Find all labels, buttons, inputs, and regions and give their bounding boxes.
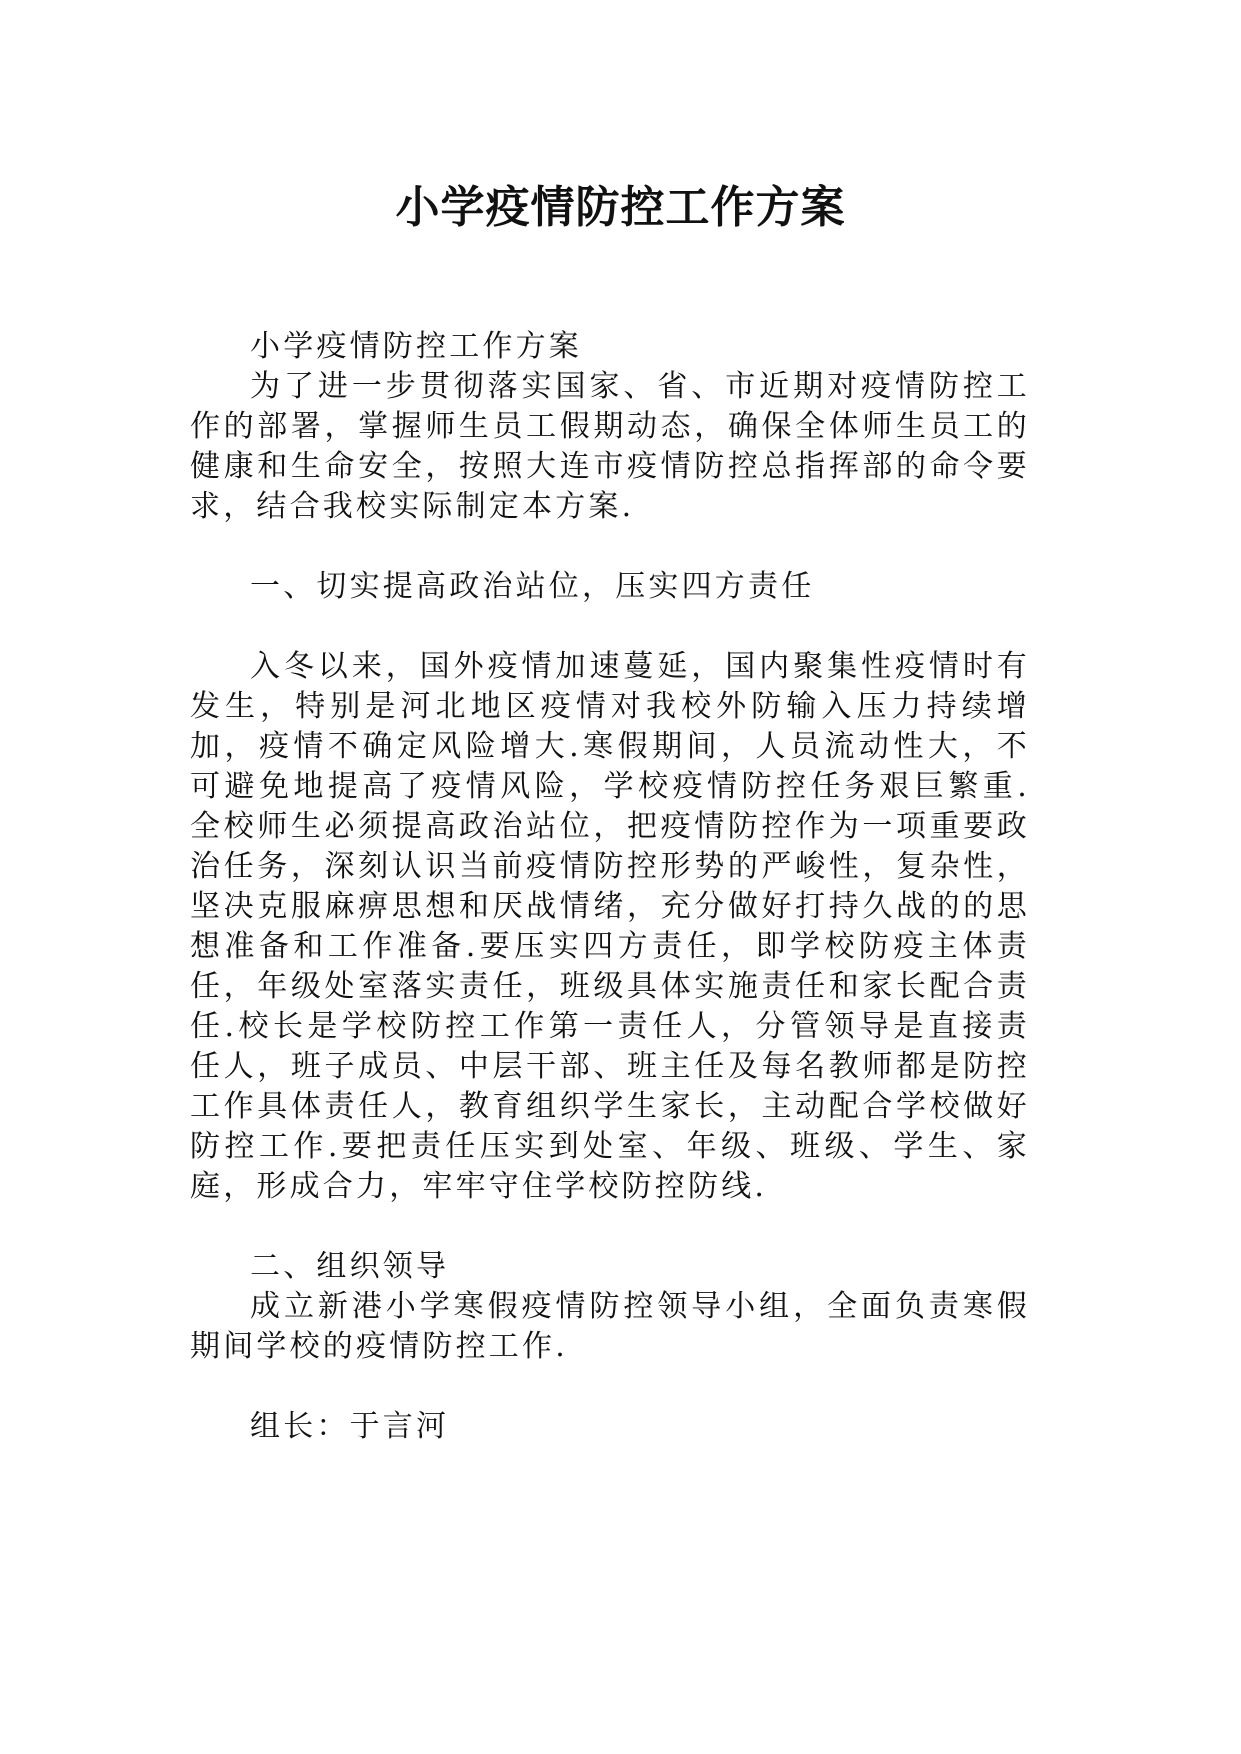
paragraph-spacer [190, 607, 1030, 647]
section-heading-2: 二、组织领导 [250, 1249, 450, 1284]
document-body [190, 327, 1030, 1447]
document-title: 小学疫情防控工作方案 [395, 182, 846, 233]
intro-paragraph: 为了进一步贯彻落实国家、省、市近期对疫情防控工作的部署，掌握师生员工假期动态，确保全体师生员工的健康和生命安全，按照大连市疫情防控总指挥部的命令要求，结合我校实际制定本方案. [190, 369, 1030, 524]
paragraph-spacer [190, 527, 1030, 567]
leader-line: 组长：于言河 [250, 1409, 450, 1444]
paragraph-spacer [190, 1367, 1030, 1407]
subtitle-paragraph: 小学疫情防控工作方案 [250, 329, 582, 364]
section-1-paragraph: 入冬以来，国外疫情加速蔓延，国内聚集性疫情时有发生，特别是河北地区疫情对我校外防输入压力持续增加，疫情不确定风险增大.寒假期间，人员流动性大，不可避免地提高了疫情风险，学校疫情防控任务艰巨繁重.全校师生必须提高政治站位，把疫情防控作为一项重要政治任务，深刻认识当前疫情防控形势的严峻性，复杂性，坚决克服麻痹思想和厌战情绪，充分做好打持久战的的思想准备和工作准备.要压实四方责任，即学校防疫主体责任，年级处室落实责任，班级具体实施责任和家长配合责任.校长是学校防控工作第一责任人，分管领导是直接责任人，班子成员、中层干部、班主任及每名教师都是防控工作具体责任人，教育组织学生家长，主动配合学校做好防控工作.要把责任压实到处室、年级、班级、学生、家庭，形成合力，牢牢守住学校防控防线. [190, 649, 1030, 1204]
paragraph-spacer [190, 1207, 1030, 1247]
section-2-paragraph: 成立新港小学寒假疫情防控领导小组，全面负责寒假期间学校的疫情防控工作. [190, 1289, 1030, 1364]
section-heading-1: 一、切实提高政治站位，压实四方责任 [250, 569, 815, 604]
